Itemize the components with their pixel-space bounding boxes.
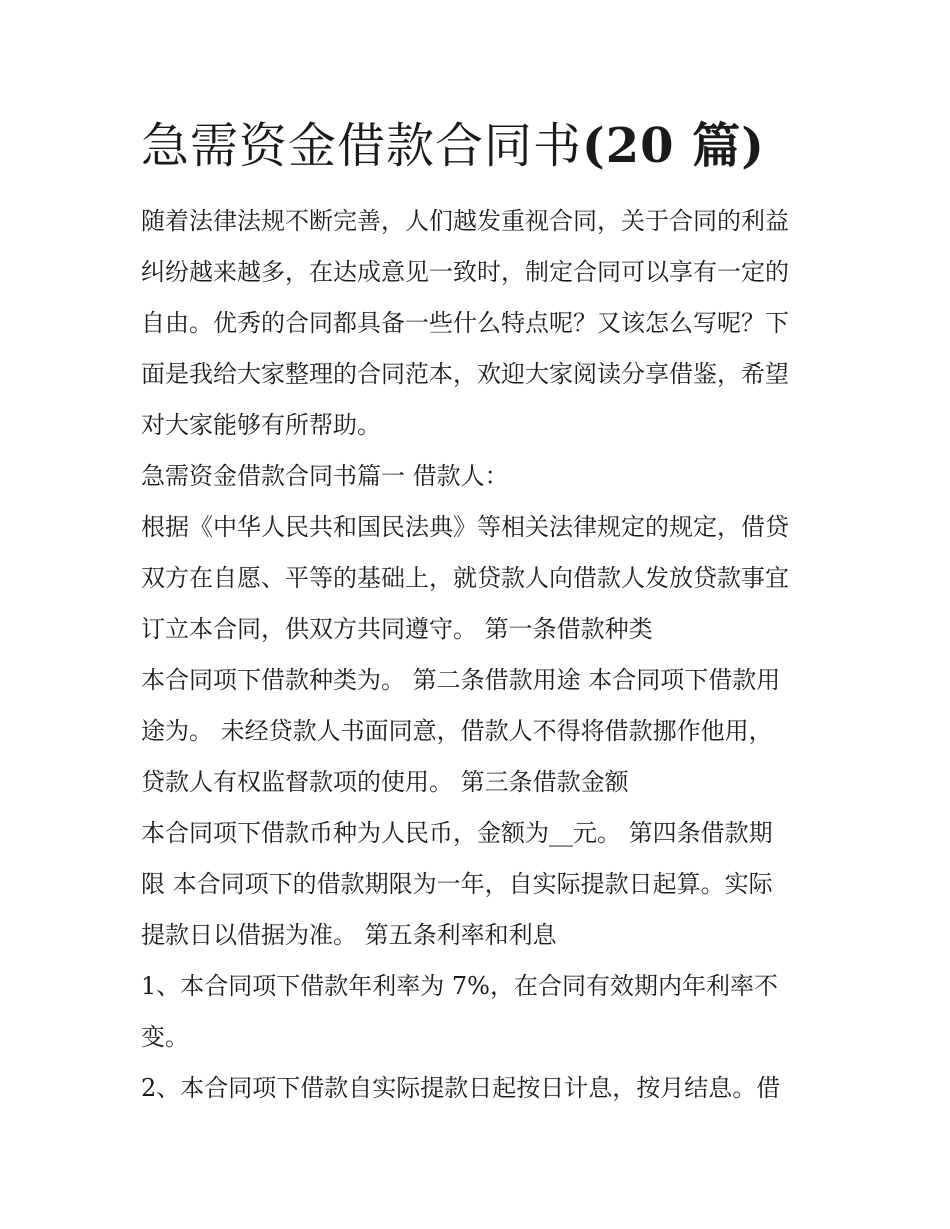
title-main: 急需资金借款合同书	[141, 118, 583, 174]
text-line: 变。	[141, 1023, 189, 1051]
text-line: 本合同项下借款币种为人民币，金额为__元。 第四条借款期	[141, 819, 773, 847]
document-title	[141, 112, 821, 180]
text-line: 1、本合同项下借款年利率为 7%，在合同有效期内年利率不	[141, 972, 778, 1000]
text-line: 贷款人有权监督款项的使用。 第三条借款金额	[141, 768, 629, 796]
text-line: 自由。优秀的合同都具备一些什么特点呢？又该怎么写呢？下	[141, 309, 789, 337]
section-heading: 急需资金借款合同书篇一 借款人：	[141, 462, 509, 490]
text-line: 限 本合同项下的借款期限为一年，自实际提款日起算。实际	[141, 870, 773, 898]
text-line: 纠纷越来越多，在达成意见一致时，制定合同可以享有一定的	[141, 258, 789, 286]
text-line: 随着法律法规不断完善，人们越发重视合同，关于合同的利益	[141, 207, 789, 235]
text-line: 面是我给大家整理的合同范本，欢迎大家阅读分享借鉴，希望	[141, 360, 789, 388]
text-line: 订立本合同，供双方共同遵守。 第一条借款种类	[141, 615, 653, 643]
text-line: 提款日以借据为准。 第五条利率和利息	[141, 921, 557, 949]
document-page	[141, 112, 821, 1114]
text-line: 对大家能够有所帮助。	[141, 411, 381, 439]
text-line: 双方在自愿、平等的基础上，就贷款人向借款人发放贷款事宜	[141, 564, 789, 592]
text-line: 2、本合同项下借款自实际提款日起按日计息，按月结息。借	[141, 1074, 781, 1102]
title-count: (20 篇)	[582, 118, 765, 174]
text-line: 本合同项下借款种类为。 第二条借款用途 本合同项下借款用	[141, 666, 781, 694]
text-line: 途为。 未经贷款人书面同意，借款人不得将借款挪作他用，	[141, 717, 773, 745]
text-line: 根据《中华人民共和国民法典》等相关法律规定的规定，借贷	[141, 513, 789, 541]
